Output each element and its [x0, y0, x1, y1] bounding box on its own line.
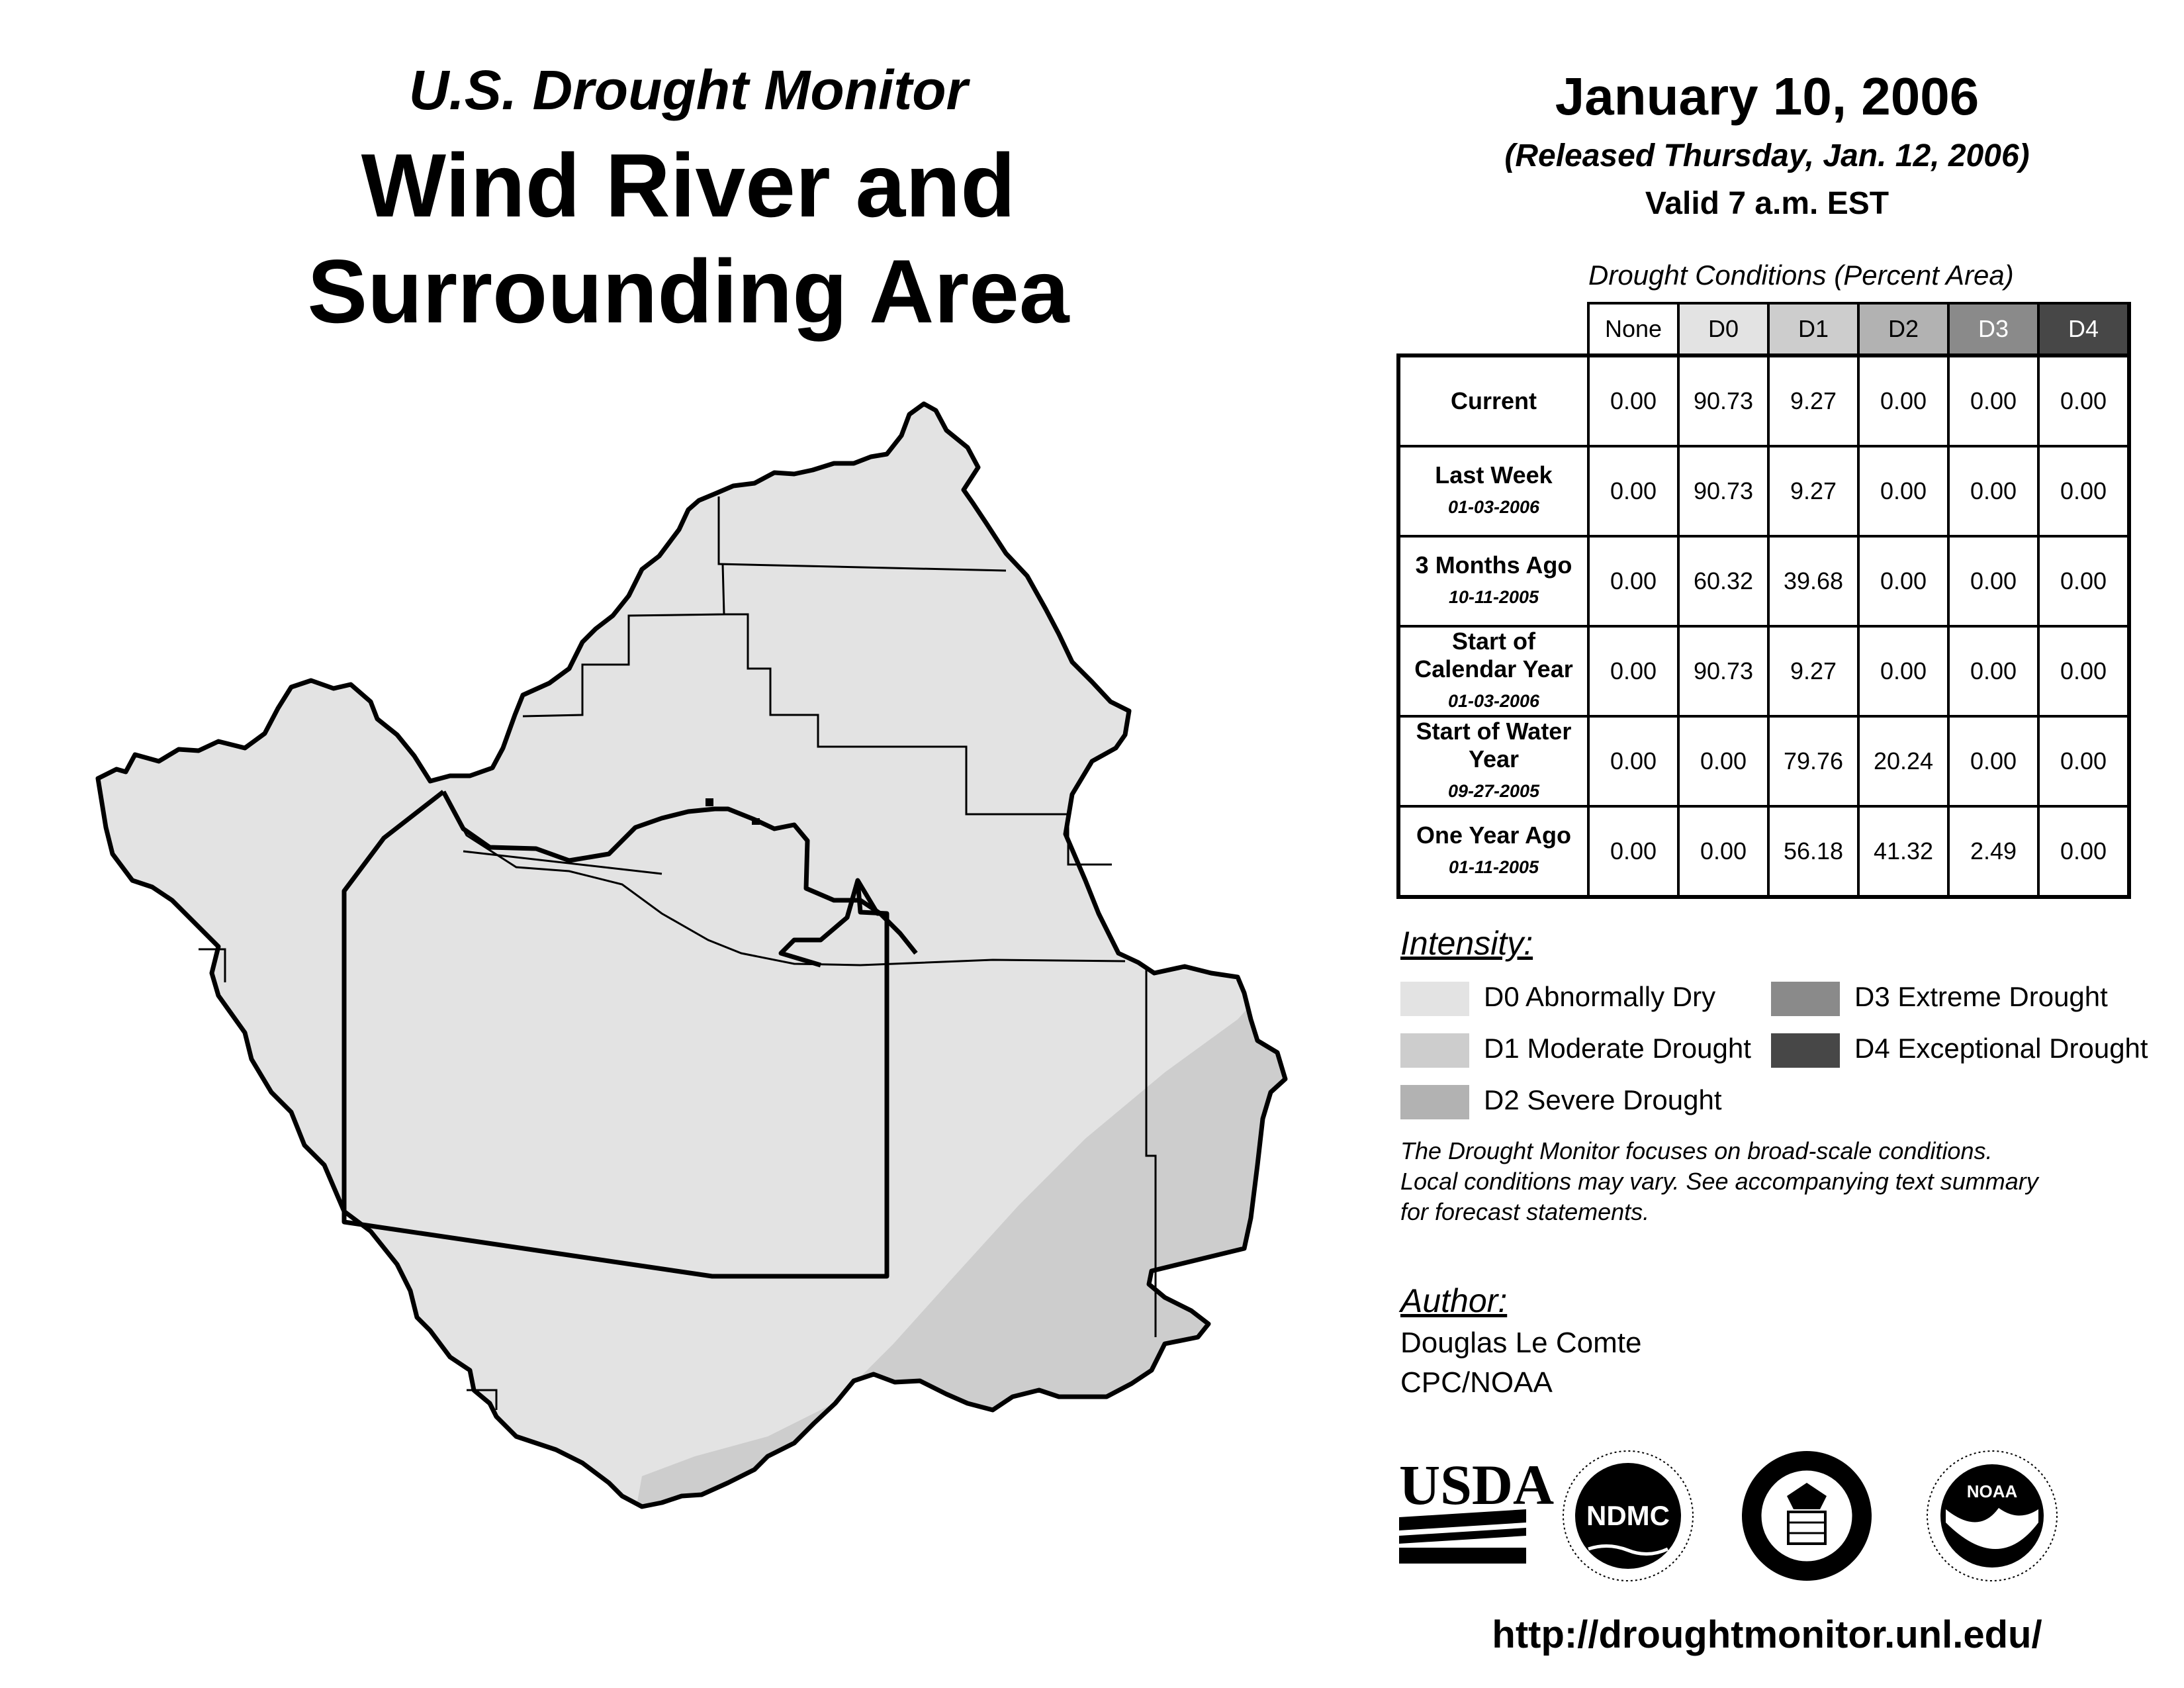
table-cell: 0.00: [1588, 536, 1678, 626]
row-sublabel: 01-03-2006: [1447, 691, 1540, 711]
column-header-none: None: [1588, 303, 1678, 355]
row-sublabel: 09-27-2005: [1447, 781, 1540, 801]
row-label-text: Start of Water Year: [1416, 718, 1572, 773]
table-cell: 0.00: [2038, 446, 2129, 536]
table-cell: 79.76: [1768, 716, 1858, 806]
agency-logos: [1396, 1443, 2144, 1589]
legend-label-d4: D4 Exceptional Drought: [1854, 1033, 2148, 1064]
row-label-text: 3 Months Ago: [1415, 551, 1572, 579]
legend-swatch-d2: [1400, 1085, 1469, 1119]
table-cell: 0.00: [1948, 446, 2038, 536]
region-title-line1: Wind River and: [361, 135, 1016, 236]
table-cell: 0.00: [1588, 446, 1678, 536]
row-label: [1398, 806, 1588, 897]
ndmc-logo-text: NDMC: [1586, 1500, 1670, 1531]
table-cell: 0.00: [1948, 355, 2038, 446]
table-cell: 0.00: [2038, 806, 2129, 897]
table-row: [1398, 536, 2129, 626]
usda-logo-text: USDA: [1399, 1453, 1555, 1517]
row-label: [1398, 355, 1588, 446]
row-label: [1398, 626, 1588, 716]
region-title: [185, 132, 1191, 344]
row-label: [1398, 716, 1588, 806]
table-header-blank: [1398, 303, 1588, 355]
table-cell: 0.00: [1678, 716, 1768, 806]
table-cell: 0.00: [2038, 716, 2129, 806]
table-cell: 0.00: [2038, 355, 2129, 446]
legend-item-d1: [1400, 1030, 1751, 1067]
row-label-text: Start of Calendar Year: [1414, 628, 1573, 682]
disclaimer-line: Local conditions may vary. See accompanying text summary: [1400, 1168, 2038, 1195]
row-label-text: Last Week: [1435, 461, 1553, 489]
author-org: CPC/NOAA: [1400, 1366, 1553, 1399]
author-heading: Author:: [1400, 1282, 1508, 1319]
table-cell: 56.18: [1768, 806, 1858, 897]
table-header-row: [1398, 303, 2129, 355]
table-cell: 9.27: [1768, 355, 1858, 446]
table-cell: 0.00: [1588, 355, 1678, 446]
legend-swatch-d0: [1400, 982, 1469, 1016]
row-sublabel: 10-11-2005: [1448, 587, 1539, 607]
table-cell: 0.00: [1858, 536, 1948, 626]
table-cell: 0.00: [1948, 626, 2038, 716]
table-cell: 0.00: [1858, 626, 1948, 716]
monitor-label: U.S. Drought Monitor: [408, 59, 968, 121]
noaa-logo: [1927, 1451, 2057, 1581]
column-header-d2: D2: [1858, 303, 1948, 355]
legend-swatch-d3: [1771, 982, 1840, 1016]
column-header-d4: D4: [2038, 303, 2129, 355]
table-row: [1398, 806, 2129, 897]
table-cell: 39.68: [1768, 536, 1858, 626]
drought-conditions-table: [1396, 302, 2131, 899]
row-label-text: One Year Ago: [1416, 821, 1572, 849]
row-label: [1398, 536, 1588, 626]
table-row: [1398, 355, 2129, 446]
table-cell: 9.27: [1768, 446, 1858, 536]
table-cell: 0.00: [1948, 536, 2038, 626]
legend-swatch-d1: [1400, 1033, 1469, 1068]
table-cell: 60.32: [1678, 536, 1768, 626]
table-cell: 90.73: [1678, 626, 1768, 716]
intensity-heading: Intensity:: [1400, 925, 1533, 962]
table-cell: 0.00: [1858, 446, 1948, 536]
map-date: January 10, 2006: [1555, 67, 1979, 126]
table-cell: 90.73: [1678, 355, 1768, 446]
table-cell: 90.73: [1678, 446, 1768, 536]
noaa-logo-text: NOAA: [1966, 1481, 2018, 1501]
column-header-d3: D3: [1948, 303, 2038, 355]
disclaimer-text: [1400, 1136, 2181, 1227]
table-row: [1398, 446, 2129, 536]
legend-item-d4: [1771, 1030, 2148, 1067]
author-name: Douglas Le Comte: [1400, 1327, 1642, 1359]
table-cell: 0.00: [1588, 806, 1678, 897]
table-cell: 0.00: [1678, 806, 1768, 897]
legend-item-d3: [1771, 978, 2108, 1015]
row-sublabel: 01-03-2006: [1447, 497, 1540, 517]
legend-swatch-d4: [1771, 1033, 1840, 1068]
legend-label-d2: D2 Severe Drought: [1484, 1084, 1722, 1115]
table-cell: 0.00: [2038, 536, 2129, 626]
table-cell: 41.32: [1858, 806, 1948, 897]
legend-item-d0: [1400, 978, 1715, 1015]
usda-logo: [1399, 1453, 1554, 1564]
valid-time: Valid 7 a.m. EST: [1645, 186, 1889, 221]
legend-label-d3: D3 Extreme Drought: [1854, 981, 2108, 1012]
disclaimer-line: for forecast statements.: [1400, 1198, 1650, 1225]
footer-url-link[interactable]: http://droughtmonitor.unl.edu/: [1492, 1613, 2042, 1656]
department-of-commerce-seal: [1742, 1451, 1872, 1581]
table-cell: 0.00: [2038, 626, 2129, 716]
table-cell: 0.00: [1588, 716, 1678, 806]
region-title-line2: Surrounding Area: [307, 241, 1069, 342]
legend-label-d1: D1 Moderate Drought: [1484, 1033, 1751, 1064]
ndmc-logo: [1563, 1451, 1693, 1581]
column-header-d0: D0: [1678, 303, 1768, 355]
table-cell: 2.49: [1948, 806, 2038, 897]
column-header-d1: D1: [1768, 303, 1858, 355]
table-cell: 9.27: [1768, 626, 1858, 716]
table-caption: Drought Conditions (Percent Area): [1588, 259, 2014, 291]
drought-map: [86, 384, 1304, 1549]
legend-label-d0: D0 Abnormally Dry: [1484, 981, 1716, 1012]
table-cell: 20.24: [1858, 716, 1948, 806]
release-date: (Released Thursday, Jan. 12, 2006): [1504, 138, 2030, 173]
table-row: [1398, 626, 2129, 716]
table-cell: 0.00: [1588, 626, 1678, 716]
table-row: [1398, 716, 2129, 806]
disclaimer-line: The Drought Monitor focuses on broad-scale conditions.: [1400, 1137, 1993, 1164]
row-label: [1398, 446, 1588, 536]
legend-item-d2: [1400, 1082, 1722, 1119]
table-cell: 0.00: [1948, 716, 2038, 806]
table-cell: 0.00: [1858, 355, 1948, 446]
row-label-text: Current: [1450, 387, 1537, 414]
row-sublabel: 01-11-2005: [1448, 857, 1539, 877]
